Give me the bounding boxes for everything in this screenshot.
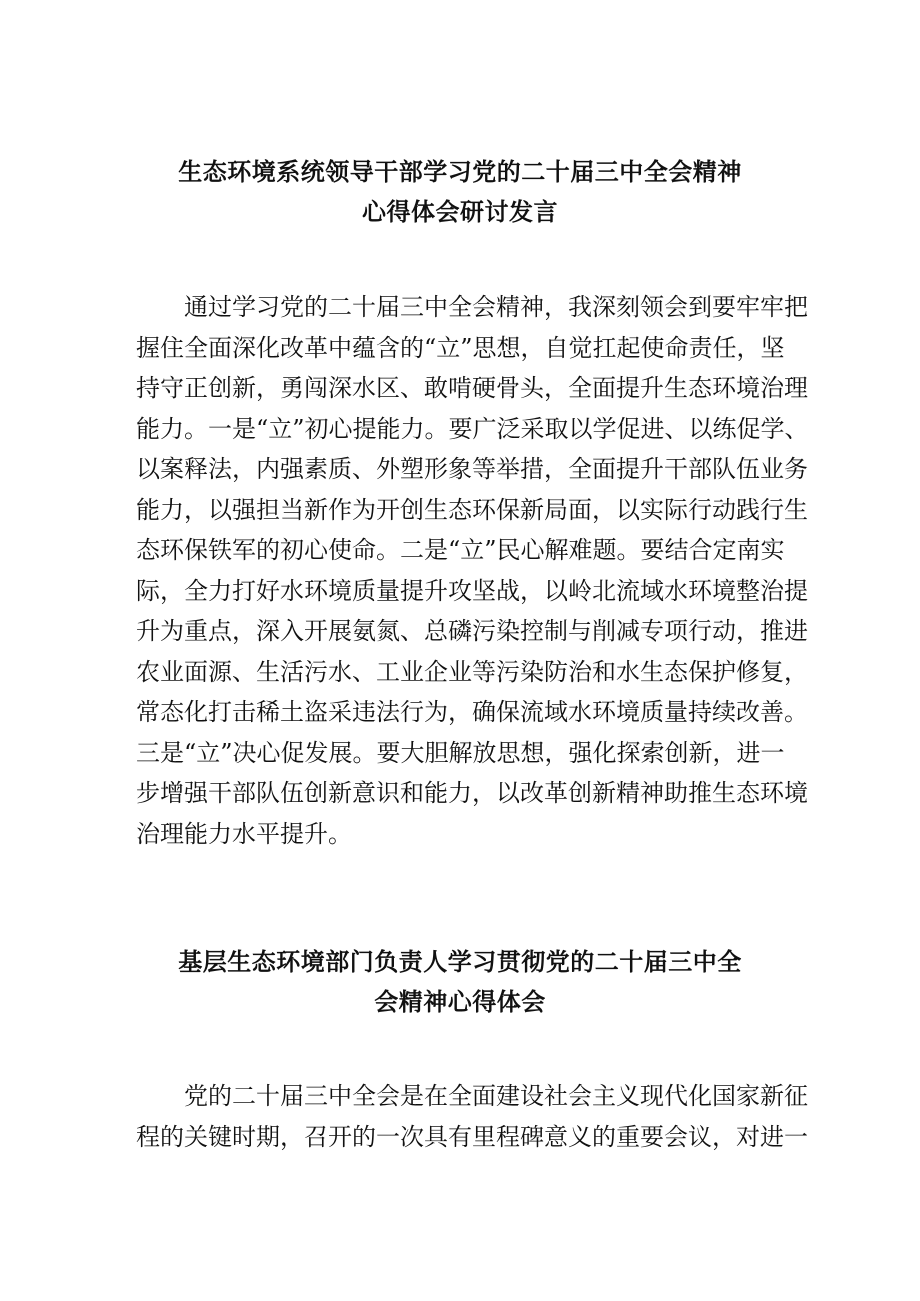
section1-body-line: 持守正创新，勇闯深水区、敢啃硬骨头，全面提升生态环境治理 [136,374,808,402]
section2-title [0,942,920,1022]
section1-body-line: 握住全面深化改革中蕴含的“立”思想，自觉扛起使命责任，坚 [136,333,785,362]
section1-body-line: 能力。一是“立”初心提能力。要广泛采取以学促进、以练促学、 [136,414,809,443]
section1-body-line: 农业面源、生活污水、工业企业等污染防治和水生态保护修复， [136,657,808,686]
section2-body-line: 程的关键时期，召开的一次具有里程碑意义的重要会议，对进一 [136,1122,808,1151]
section1-title [0,152,920,232]
section1-body [136,287,809,854]
section1-body-line: 能力，以强担当新作为开创生态环保新局面，以实际行动践行生 [136,495,808,524]
section2-body [136,1076,808,1157]
section2-body-line: 党的二十届三中全会是在全面建设社会主义现代化国家新征 [184,1082,808,1110]
section1-body-line: 步增强干部队伍创新意识和能力，以改革创新精神助推生态环境 [136,779,808,807]
section1-body-line: 三是“立”决心促发展。要大胆解放思想，强化探索创新，进一 [136,738,785,767]
section1-body-line: 治理能力水平提升。 [136,819,352,848]
section1-title-line: 心得体会研讨发言 [362,198,558,226]
section1-body-line: 态环保铁军的初心使命。二是“立”民心解难题。要结合定南实 [136,536,785,564]
section1-body-line: 升为重点，深入开展氨氮、总磷污染控制与削减专项行动，推进 [136,617,808,645]
section1-body-line: 常态化打击稀土盗采违法行为，确保流域水环境质量持续改善。 [136,698,808,726]
section2-title-line: 基层生态环境部门负责人学习贯彻党的二十届三中全 [178,948,742,976]
section1-body-line: 通过学习党的二十届三中全会精神，我深刻领会到要牢牢把 [184,293,808,321]
section1-body-line: 际，全力打好水环境质量提升攻坚战，以岭北流域水环境整治提 [136,576,808,605]
section1-title-line: 生态环境系统领导干部学习党的二十届三中全会精神 [178,158,742,186]
section2-title-line: 会精神心得体会 [374,988,546,1016]
section1-body-line: 以案释法，内强素质、外塑形象等举措，全面提升干部队伍业务 [136,455,808,483]
